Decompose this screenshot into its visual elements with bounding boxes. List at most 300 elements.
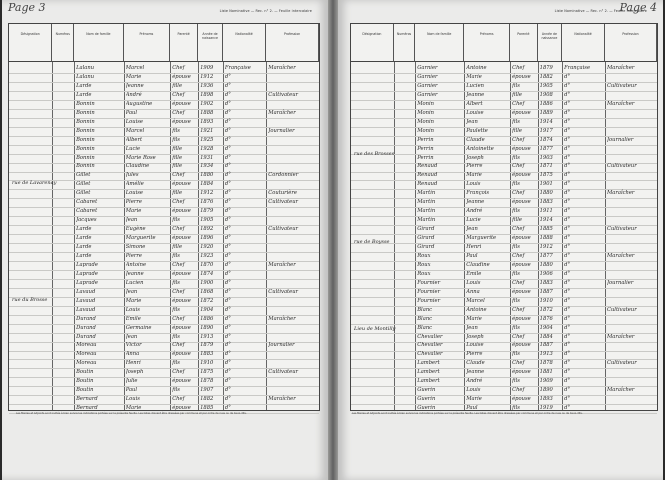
cell-annee: 1934: [200, 163, 214, 170]
column-header-profession: Profession: [605, 24, 657, 62]
cell-parente: épouse: [172, 235, 191, 242]
cell-parente: épouse: [512, 342, 531, 349]
cell-nom: Moreau: [76, 342, 97, 349]
cell-profession: [607, 118, 656, 127]
cell-nom: Girard: [417, 244, 435, 250]
cell-profession: [607, 109, 656, 118]
page-left: [2, 0, 328, 480]
cell-nationalite: d°: [224, 145, 231, 152]
cell-parente: Chef: [172, 315, 185, 322]
cell-nationalite: d°: [224, 199, 231, 206]
cell-nationalite: d°: [224, 405, 231, 412]
cell-nom: Martin: [417, 190, 436, 197]
cell-parente: Chef: [172, 342, 185, 349]
cell-nom: Monin: [417, 118, 435, 125]
cell-nom: Moreau: [76, 360, 97, 367]
cell-profession: Cultivateur: [268, 91, 299, 98]
cell-annee: 1892: [200, 226, 214, 233]
cell-nationalite: d°: [564, 235, 571, 242]
cell-nationalite: d°: [224, 163, 231, 170]
cell-annee: 1898: [200, 91, 214, 98]
cell-profession: Cultivateur: [606, 226, 637, 233]
cell-profession: Maraîcher: [268, 65, 296, 71]
cell-nom: Lalanu: [76, 73, 95, 80]
location-label: Lieu de Montilly: [354, 325, 396, 332]
cell-nationalite: d°: [564, 217, 571, 224]
cell-annee: 1882: [539, 73, 553, 80]
cell-annee: 1919: [539, 405, 553, 412]
cell-parente: Chef: [512, 65, 525, 71]
cell-parente: fils: [512, 208, 520, 215]
cell-profession: [607, 377, 656, 386]
cell-profession: Maraîcher: [268, 315, 296, 322]
cell-nationalite: d°: [564, 333, 571, 340]
cell-annee: 1880: [539, 190, 553, 197]
cell-prenoms: Marie: [466, 73, 482, 80]
footnote: Les Maires et Adjoints sont invités à bien suivre les indications portées sur la présente feuille. Les listes doivent être dressées par commune et par ordre de rues ou de lieux-dits.: [352, 412, 583, 415]
cell-nom: Perrin: [417, 154, 434, 161]
cell-nom: Jacques: [76, 217, 97, 224]
cell-prenoms: Jeanne: [125, 270, 144, 277]
cell-parente: Chef: [512, 100, 525, 107]
cell-nom: Bonnin: [76, 109, 95, 116]
cell-nationalite: d°: [564, 73, 571, 80]
cell-prenoms: Louis: [125, 306, 140, 313]
cell-nationalite: d°: [224, 279, 231, 286]
cell-profession: [607, 127, 656, 136]
cell-nom: Girard: [417, 226, 435, 233]
cell-prenoms: Marcel: [125, 127, 145, 134]
cell-parente: fils: [512, 324, 520, 331]
cell-annee: 1878: [200, 378, 214, 385]
cell-prenoms: Augustine: [125, 100, 153, 107]
column-header-parente: Parenté: [510, 24, 538, 62]
cell-nationalite: d°: [224, 306, 231, 313]
page-label: Page 4: [619, 1, 657, 14]
cell-annee: 1936: [200, 82, 214, 89]
cell-parente: Chef: [172, 261, 185, 268]
cell-prenoms: Paul: [125, 109, 138, 116]
cell-nom: Bernard: [76, 396, 98, 403]
cell-prenoms: Louis: [466, 181, 481, 188]
cell-profession: Journalier: [268, 127, 295, 134]
cell-profession: Maraîcher: [606, 100, 635, 107]
cell-nom: Boutin: [76, 378, 94, 385]
cell-prenoms: Louise: [466, 109, 484, 116]
cell-annee: 1906: [539, 270, 553, 277]
cell-parente: épouse: [172, 208, 191, 215]
cell-prenoms: Lucie: [466, 217, 481, 224]
cell-annee: 1913: [200, 333, 214, 340]
cell-prenoms: André: [125, 91, 142, 98]
cell-profession: [607, 324, 656, 333]
cell-parente: Chef: [512, 387, 525, 394]
cell-nationalite: d°: [224, 324, 231, 331]
cell-profession: [607, 171, 656, 180]
cell-annee: 1913: [539, 351, 553, 358]
cell-annee: 1870: [200, 261, 214, 268]
cell-profession: Journalier: [268, 342, 295, 349]
cell-parente: épouse: [512, 261, 531, 268]
cell-nom: Guerin: [417, 396, 436, 403]
cell-parente: fils: [512, 297, 520, 304]
cell-nom: Blanc: [417, 306, 433, 313]
cell-prenoms: Marie: [125, 405, 142, 412]
cell-nationalite: d°: [564, 127, 571, 134]
cell-nationalite: d°: [224, 342, 231, 349]
cell-nom: Gillet: [76, 190, 91, 197]
cell-profession: Cultivateur: [606, 360, 637, 367]
cell-prenoms: Emile: [125, 315, 141, 322]
cell-prenoms: Pierre: [466, 351, 483, 358]
cell-prenoms: François: [466, 190, 490, 197]
cell-nom: Roux: [417, 270, 431, 277]
cell-annee: 1879: [200, 208, 214, 215]
cell-nom: Martin: [417, 199, 436, 206]
cell-annee: 1900: [200, 279, 214, 286]
cell-parente: fils: [172, 127, 180, 134]
cell-nom: Lambert: [417, 369, 440, 376]
cell-prenoms: Louis: [466, 279, 481, 286]
cell-prenoms: Jean: [466, 118, 478, 125]
cell-parente: fils: [512, 181, 520, 188]
cell-nationalite: d°: [564, 306, 571, 313]
cell-nom: Martin: [417, 208, 436, 215]
cell-annee: 1912: [200, 73, 214, 80]
cell-nom: Roux: [417, 261, 431, 268]
cell-nationalite: d°: [564, 163, 571, 170]
cell-profession: Maraîcher: [606, 190, 635, 197]
cell-parente: Chef: [172, 288, 185, 295]
cell-nationalite: d°: [564, 181, 571, 188]
cell-prenoms: Marie: [466, 315, 482, 322]
cell-prenoms: Jeanne: [466, 369, 485, 376]
cell-parente: fils: [512, 351, 520, 358]
cell-nom: Girard: [417, 235, 435, 242]
cell-parente: épouse: [512, 73, 531, 80]
cell-prenoms: Louise: [125, 190, 143, 197]
cell-profession: Journalier: [606, 136, 634, 143]
cell-profession: [607, 341, 656, 350]
cell-profession: [607, 73, 656, 82]
cell-nationalite: d°: [564, 351, 571, 358]
cell-parente: fille: [512, 127, 522, 134]
cell-prenoms: Pierre: [125, 252, 142, 259]
cell-prenoms: Albert: [125, 136, 143, 143]
cell-nationalite: d°: [224, 270, 231, 277]
cell-annee: 1879: [539, 65, 553, 71]
cell-prenoms: Marguerite: [466, 235, 497, 242]
census-table: [8, 23, 320, 411]
cell-profession: [268, 154, 318, 163]
cell-parente: épouse: [172, 270, 191, 277]
cell-parente: épouse: [512, 172, 531, 179]
cell-nom: Fournier: [417, 297, 441, 304]
cell-nom: Laprade: [76, 270, 98, 277]
cell-parente: fils: [512, 244, 520, 250]
column-header-nationalite: Nationalité: [562, 24, 605, 62]
cell-parente: fils: [512, 270, 520, 277]
page-header: Liste Nominative — Rec. n° 2. — Feuille intercalaire: [219, 9, 312, 13]
cell-nationalite: d°: [564, 297, 571, 304]
cell-prenoms: Antoinette: [466, 145, 494, 152]
cell-parente: fille: [172, 154, 183, 161]
cell-parente: Chef: [172, 91, 185, 98]
cell-nationalite: d°: [224, 226, 231, 233]
cell-annee: 1904: [200, 306, 214, 313]
cell-profession: [268, 270, 318, 279]
cell-prenoms: Joseph: [125, 369, 144, 376]
cell-profession: Cultivateur: [268, 369, 299, 376]
cell-parente: épouse: [512, 235, 531, 242]
cell-nationalite: d°: [224, 369, 231, 376]
cell-nationalite: d°: [224, 217, 231, 224]
cell-parente: Chef: [172, 226, 185, 233]
cell-parente: fils: [172, 252, 180, 259]
cell-nationalite: d°: [224, 100, 231, 107]
cell-nationalite: d°: [564, 136, 571, 143]
cell-parente: épouse: [172, 405, 191, 412]
cell-nom: Blanc: [417, 324, 433, 331]
cell-prenoms: Joseph: [466, 333, 484, 340]
cell-parente: fils: [512, 405, 520, 412]
cell-annee: 1872: [539, 306, 553, 313]
cell-profession: Cultivateur: [268, 226, 299, 233]
cell-profession: [268, 306, 318, 315]
cell-nationalite: d°: [224, 378, 231, 385]
cell-annee: 1921: [200, 127, 214, 134]
cell-nom: Roux: [417, 252, 431, 259]
cell-parente: Chef: [512, 279, 525, 286]
cell-nom: Bernard: [76, 405, 98, 412]
cell-annee: 1920: [200, 244, 214, 250]
cell-prenoms: Lucien: [125, 279, 144, 286]
cell-profession: [268, 297, 318, 306]
cell-parente: épouse: [512, 145, 531, 152]
cell-parente: épouse: [172, 351, 191, 358]
cell-nationalite: d°: [564, 342, 571, 349]
cell-annee: 1925: [200, 136, 214, 143]
cell-nom: Chevalier: [417, 342, 443, 349]
cell-profession: Cultivateur: [268, 288, 299, 295]
cell-nationalite: d°: [224, 190, 231, 197]
cell-parente: épouse: [512, 315, 531, 322]
location-label: rue de Lavarenay: [12, 180, 57, 187]
cell-profession: [268, 252, 318, 261]
cell-nom: Lavaud: [76, 288, 96, 295]
cell-nationalite: d°: [224, 315, 231, 322]
cell-parente: fille: [172, 190, 183, 197]
cell-profession: [607, 270, 656, 279]
cell-annee: 1903: [539, 154, 553, 161]
cell-nom: Bonnin: [76, 100, 95, 107]
page-header: Liste Nominative — Rec. n° 2. — Feuille intercalaire: [554, 9, 647, 13]
cell-nationalite: Française: [224, 65, 251, 71]
cell-nom: Garnier: [417, 91, 438, 98]
cell-annee: 1877: [539, 145, 553, 152]
cell-nationalite: d°: [564, 396, 571, 403]
cell-nom: Garnier: [417, 73, 438, 80]
cell-profession: [268, 234, 318, 243]
cell-prenoms: Jean: [125, 288, 138, 295]
cell-profession: [607, 154, 656, 163]
cell-profession: [607, 91, 656, 100]
cell-parente: Chef: [172, 369, 185, 376]
cell-annee: 1888: [539, 235, 553, 242]
cell-prenoms: Louis: [466, 387, 481, 394]
cell-annee: 1893: [539, 396, 553, 403]
cell-profession: [268, 145, 318, 154]
cell-profession: Journalier: [606, 279, 634, 286]
cell-nom: Monin: [417, 127, 435, 134]
cell-prenoms: Antoine: [466, 65, 487, 71]
column-header-numeros: Numéros: [52, 24, 74, 62]
cell-prenoms: Lucien: [466, 82, 484, 89]
cell-prenoms: Claudine: [466, 261, 490, 268]
cell-prenoms: Paul: [125, 387, 138, 394]
cell-profession: Maraîcher: [606, 65, 635, 71]
cell-parente: épouse: [172, 100, 191, 107]
cell-nationalite: d°: [224, 351, 231, 358]
cell-nationalite: d°: [564, 109, 571, 116]
cell-annee: 1885: [200, 405, 214, 412]
cell-nationalite: d°: [224, 261, 231, 268]
cell-nationalite: d°: [564, 244, 571, 250]
register-spread: [2, 0, 663, 480]
cell-nationalite: d°: [564, 145, 571, 152]
cell-parente: épouse: [172, 324, 191, 331]
cell-prenoms: Jules: [125, 172, 139, 179]
cell-prenoms: Lucie: [125, 145, 141, 152]
cell-prenoms: Jean: [466, 324, 478, 331]
cell-nom: Larde: [76, 244, 92, 250]
column-header-parente: Parenté: [170, 24, 198, 62]
cell-nom: Lalanu: [76, 65, 95, 71]
cell-nationalite: d°: [564, 261, 571, 268]
cell-nom: Boutin: [76, 387, 94, 394]
cell-annee: 1917: [539, 127, 553, 134]
cell-nom: Moreau: [76, 351, 97, 358]
cell-annee: 1876: [539, 315, 553, 322]
cell-parente: Chef: [512, 136, 525, 143]
cell-nom: Larde: [76, 252, 92, 259]
cell-profession: [268, 162, 318, 171]
cell-profession: [268, 180, 318, 189]
cell-annee: 1908: [539, 91, 553, 98]
cell-profession: Couturière: [268, 190, 297, 197]
page-right: [338, 0, 663, 480]
cell-prenoms: Julie: [125, 378, 138, 385]
cell-prenoms: Marguerite: [125, 235, 156, 242]
cell-parente: Chef: [512, 163, 525, 170]
cell-profession: [268, 350, 318, 359]
cell-nom: Cabaret: [76, 208, 98, 215]
cell-profession: [268, 82, 318, 91]
cell-parente: fils: [172, 136, 180, 143]
cell-annee: 1902: [200, 100, 214, 107]
cell-parente: Chef: [172, 109, 185, 116]
cell-annee: 1893: [200, 118, 214, 125]
cell-profession: [607, 198, 656, 207]
cell-prenoms: Anna: [466, 288, 480, 295]
cell-parente: Chef: [512, 190, 525, 197]
cell-nationalite: d°: [224, 387, 231, 394]
cell-annee: 1883: [200, 351, 214, 358]
footnote: Les Maires et Adjoints sont invités à bien suivre les indications portées sur la présente feuille. Les listes doivent être dressées par commune et par ordre de rues ou de lieux-dits.: [16, 412, 247, 415]
location-label: rue du Brosse: [12, 296, 48, 303]
cell-nom: Martin: [417, 217, 436, 224]
cell-prenoms: Jean: [125, 333, 138, 340]
cell-prenoms: Amélie: [125, 181, 144, 188]
cell-prenoms: Jeanne: [466, 91, 485, 98]
cell-nom: Renaud: [417, 172, 438, 179]
cell-nationalite: d°: [224, 235, 231, 242]
cell-nationalite: d°: [564, 226, 571, 233]
cell-annee: 1905: [539, 82, 553, 89]
cell-profession: Maraîcher: [268, 109, 296, 116]
cell-prenoms: Joseph: [466, 154, 484, 161]
cell-annee: 1890: [539, 387, 553, 394]
cell-parente: Chef: [512, 226, 525, 233]
cell-profession: [268, 359, 318, 368]
cell-annee: 1890: [200, 324, 214, 331]
cell-parente: fils: [512, 378, 520, 385]
cell-annee: 1883: [539, 279, 553, 286]
cell-prenoms: Henri: [125, 360, 141, 367]
cell-nom: Durand: [76, 324, 96, 331]
cell-parente: épouse: [172, 297, 191, 304]
cell-parente: fille: [172, 163, 183, 170]
cell-annee: 1884: [200, 181, 214, 188]
column-header-numeros: Numéros: [394, 24, 415, 62]
cell-annee: 1928: [200, 145, 214, 152]
cell-nom: Durand: [76, 333, 96, 340]
cell-profession: [607, 180, 656, 189]
cell-annee: 1879: [200, 342, 214, 349]
cell-nationalite: d°: [224, 118, 231, 125]
cell-parente: fils: [512, 118, 520, 125]
cell-nationalite: d°: [564, 279, 571, 286]
page-label: Page 3: [8, 1, 46, 14]
cell-profession: [268, 243, 318, 252]
column-header-nationalite: Nationalité: [223, 24, 266, 62]
location-label: rue des Brosses: [354, 151, 395, 158]
cell-nom: Renaud: [417, 163, 438, 170]
cell-nom: Guerin: [417, 405, 436, 412]
book-gutter: [328, 0, 338, 480]
cell-nom: Renaud: [417, 181, 438, 188]
cell-nom: Garnier: [417, 82, 438, 89]
cell-annee: 1887: [539, 288, 553, 295]
cell-nom: Lambert: [417, 378, 440, 385]
cell-nationalite: d°: [564, 82, 571, 89]
cell-prenoms: Marie Rose: [125, 154, 156, 161]
cell-nationalite: d°: [564, 387, 571, 394]
cell-profession: [268, 118, 318, 127]
cell-profession: [607, 368, 656, 377]
cell-prenoms: Pierre: [125, 199, 142, 206]
cell-prenoms: Victor: [125, 342, 142, 349]
cell-annee: 1896: [200, 235, 214, 242]
cell-annee: 1881: [539, 369, 553, 376]
column-header-prenoms: Prénoms: [124, 24, 171, 62]
cell-annee: 1883: [539, 199, 553, 206]
cell-annee: 1912: [539, 244, 553, 250]
cell-prenoms: Louise: [125, 118, 143, 125]
cell-nom: Durand: [76, 315, 96, 322]
cell-annee: 1877: [539, 252, 553, 259]
cell-nationalite: d°: [224, 297, 231, 304]
